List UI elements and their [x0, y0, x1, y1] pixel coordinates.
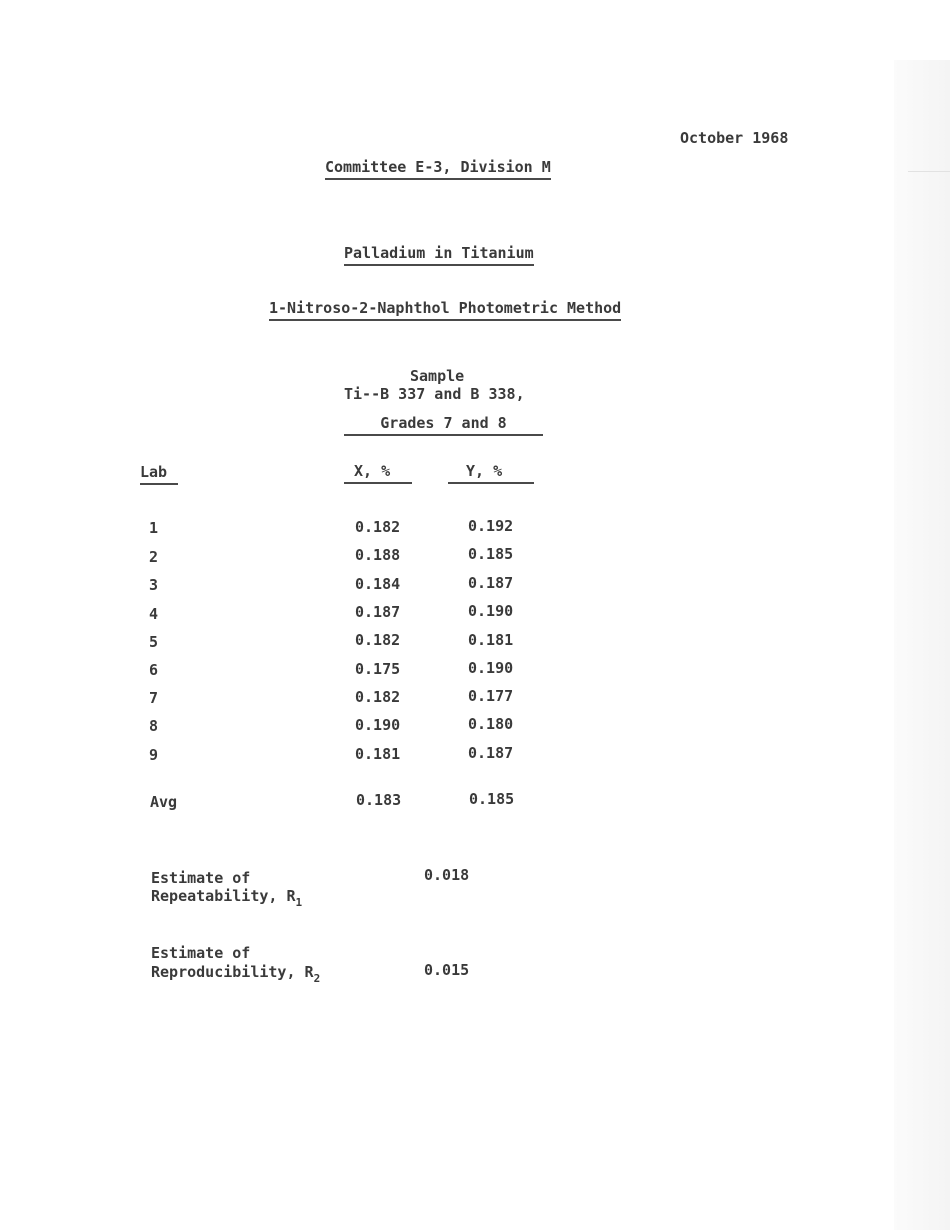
lab-number: 7 [149, 689, 159, 707]
repeatability-subscript: 1 [295, 896, 303, 909]
page-edge-line [908, 171, 950, 172]
lab-column-header: Lab [140, 463, 178, 485]
avg-label: Avg [150, 793, 178, 811]
repeatability-value: 0.018 [424, 866, 470, 884]
reproducibility-subscript: 2 [313, 972, 321, 985]
reproducibility-value: 0.015 [424, 961, 470, 979]
x-value: 0.182 [355, 518, 401, 536]
lab-number: 6 [149, 661, 159, 679]
page-edge-shadow [894, 60, 950, 1230]
y-value: 0.180 [468, 715, 514, 733]
sample-spec: Ti--B 337 and B 338, [344, 385, 525, 403]
method-heading: 1-Nitroso-2-Naphthol Photometric Method [269, 299, 621, 321]
lab-number: 4 [149, 605, 159, 623]
lab-number: 5 [149, 633, 159, 651]
x-column-header: X, % [344, 462, 412, 484]
sample-label: Sample [410, 367, 465, 385]
x-value: 0.181 [355, 745, 401, 763]
lab-number: 8 [149, 717, 159, 735]
x-value: 0.188 [355, 546, 401, 564]
lab-number: 2 [149, 548, 159, 566]
x-value: 0.182 [355, 631, 401, 649]
x-value: 0.190 [355, 716, 401, 734]
reproducibility-label-text: Reproducibility, R [151, 963, 314, 981]
avg-y-value: 0.185 [469, 790, 515, 808]
y-value: 0.181 [468, 631, 514, 649]
document-title: Palladium in Titanium [344, 244, 534, 266]
x-value: 0.182 [355, 688, 401, 706]
repeatability-label-line2 [151, 887, 302, 907]
lab-number: 9 [149, 746, 159, 764]
reproducibility-label-line2 [151, 963, 320, 983]
x-value: 0.187 [355, 603, 401, 621]
y-value: 0.192 [468, 517, 514, 535]
y-value: 0.187 [468, 574, 514, 592]
y-value: 0.190 [468, 602, 514, 620]
avg-x-value: 0.183 [356, 791, 402, 809]
sample-grades: Grades 7 and 8 [344, 414, 543, 436]
y-value: 0.190 [468, 659, 514, 677]
committee-heading: Committee E-3, Division M [325, 158, 551, 180]
y-value: 0.187 [468, 744, 514, 762]
reproducibility-label-line1: Estimate of [151, 944, 251, 962]
y-value: 0.185 [468, 545, 514, 563]
document-date: October 1968 [680, 129, 789, 147]
lab-number: 1 [149, 519, 159, 537]
lab-number: 3 [149, 576, 159, 594]
y-column-header: Y, % [448, 462, 534, 484]
repeatability-label-text: Repeatability, R [151, 887, 296, 905]
x-value: 0.184 [355, 575, 401, 593]
repeatability-label-line1: Estimate of [151, 869, 251, 887]
y-value: 0.177 [468, 687, 514, 705]
x-value: 0.175 [355, 660, 401, 678]
